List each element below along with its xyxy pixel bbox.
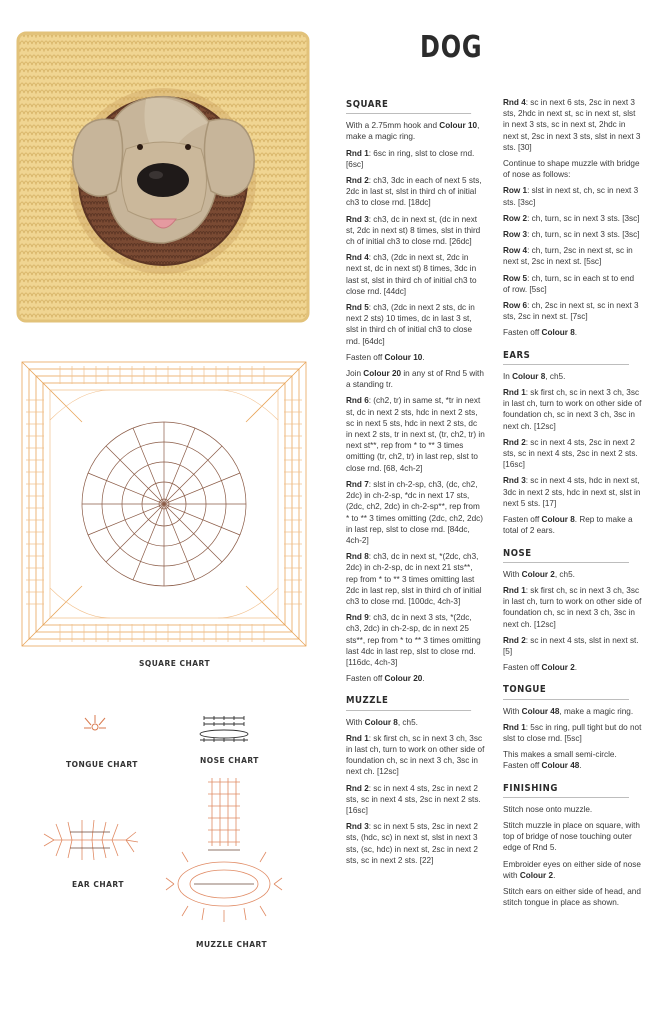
nose-heading: NOSE	[503, 548, 629, 563]
tongue-chart-diagram	[82, 712, 108, 738]
muzzle-continue: Continue to shape muzzle with bridge of nose as follows:	[503, 159, 640, 180]
instructions-column-2	[503, 97, 643, 913]
tongue-chart-caption: TONGUE CHART	[66, 760, 138, 769]
muzzle-row-3: Row 3: ch, turn, sc in next 3 sts. [3sc]	[503, 230, 640, 240]
square-join: Join Colour 20 in any st of Rnd 5 with a standing tr.	[346, 369, 484, 390]
page-title: DOG	[420, 30, 483, 65]
square-rnd-1: Rnd 1: 6sc in ring, slst to close rnd. [6sc]	[346, 148, 475, 169]
finishing-step-4: Stitch ears on either side of head, and stitch tongue in place as shown.	[503, 886, 641, 908]
finishing-step-3: Embroider eyes on either side of nose with Colour 2.	[503, 859, 641, 880]
tongue-intro: With Colour 48, make a magic ring.	[503, 706, 634, 716]
muzzle-intro: With Colour 8, ch5.	[346, 717, 418, 727]
muzzle-row-1: Row 1: slst in next st, ch, sc in next 3 sts. [3sc]	[503, 186, 639, 207]
square-rnd-2: Rnd 2: ch3, 3dc in each of next 5 sts, 2dc in last st, slst in third ch of initial ch3 to close rnd. [18dc]	[346, 176, 482, 208]
square-fasten-1: Fasten off Colour 10.	[346, 352, 425, 362]
ears-intro: In Colour 8, ch5.	[503, 371, 566, 381]
ears-rnd-3: Rnd 3: sc in next 4 sts, hdc in next st, 3dc in next 2 sts, hdc in next st, slst in next 5 sts. [17]	[503, 476, 641, 508]
square-rnd-9: Rnd 9: ch3, dc in next 3 sts, *(2dc, ch3, 2dc) in ch-2-sp, dc in next 25 sts**, rep from * to ** 3 times omitting last 4dc in last rep, slst to close rnd. [116dc, 4ch-3]	[346, 613, 481, 667]
muzzle-chart-diagram	[164, 772, 284, 932]
nose-chart-diagram	[194, 712, 252, 746]
finishing-step-2: Stitch muzzle in place on square, with top of bridge of nose touching outer edge of Rnd 5.	[503, 820, 640, 853]
ears-rnd-1: Rnd 1: sk first ch, sc in next 3 ch, 3sc in last ch, turn to work on other side of foundation ch, sc in next 3 ch, 3sc in next ch. [12sc]	[503, 388, 642, 431]
instructions-column-1	[346, 97, 485, 871]
tongue-rnd-1: Rnd 1: 5sc in ring, pull tight but do not slst to close rnd. [5sc]	[503, 722, 642, 743]
tongue-note-and-fasten: This makes a small semi-circle. Fasten off Colour 48.	[503, 750, 617, 771]
dog-square-photo	[16, 31, 310, 323]
muzzle-chart-caption: MUZZLE CHART	[196, 940, 268, 949]
ear-chart-diagram	[42, 810, 140, 872]
muzzle-row-2: Row 2: ch, turn, sc in next 3 sts. [3sc]	[503, 213, 640, 223]
square-chart-diagram	[20, 360, 308, 648]
square-rnd-7: Rnd 7: slst in ch-2-sp, ch3, (dc, ch2, 2dc) in ch-2-sp, *dc in next 17 sts, (2dc, ch2, 2dc) in ch-2-sp**, rep from * to ** 3 times omitting (2dc, ch2, 2dc) in last rep, slst to close rnd. [84dc, 4ch-2]	[346, 479, 483, 545]
ears-heading: EARS	[503, 350, 629, 365]
nose-rnd-1: Rnd 1: sk first ch, sc in next 3 ch, 3sc in last ch, turn to work on other side of foundation ch, sc in next 3 ch, 3sc in next ch. [12sc]	[503, 585, 642, 629]
muzzle-row-5: Row 5: ch, turn, sc in each st to end of row. [5sc]	[503, 273, 635, 294]
square-rnd-6: Rnd 6: (ch2, tr) in same st, *tr in next st, dc in next 2 sts, hdc in next 2 sts, sc in next 5 sts, hdc in next 2 sts, dc in next 2 sts, tr in next st, (tr, ch2, tr) in next st**, rep from * to ** 3 times omitting (tr, ch2, tr) in last rep, slst to close rnd. [68, 4ch-2]	[346, 396, 485, 473]
nose-fasten: Fasten off Colour 2.	[503, 663, 578, 673]
muzzle-rnd-4: Rnd 4: sc in next 6 sts, 2sc in next 3 sts, 2hdc in next st, sc in next st, slst in next 3 sts, sc in next st, 2hdc in next st, 2sc in next 3 sts, slst in next 3 sts. [30]	[503, 98, 641, 152]
square-chart-caption: SQUARE CHART	[139, 659, 211, 668]
nose-intro: With Colour 2, ch5.	[503, 569, 575, 579]
finishing-step-1: Stitch nose onto muzzle.	[503, 804, 593, 814]
square-rnd-3: Rnd 3: ch3, dc in next st, (dc in next st, 2dc in next st) 8 times, slst in third ch of initial ch3 to close rnd. [26dc]	[346, 214, 481, 247]
nose-rnd-2: Rnd 2: sc in next 4 sts, slst in next st. [5]	[503, 635, 639, 656]
tongue-heading: TONGUE	[503, 684, 629, 699]
square-heading: SQUARE	[346, 99, 471, 114]
muzzle-row-4: Row 4: ch, turn, 2sc in next st, sc in next st, 2sc in next st. [5sc]	[503, 246, 633, 267]
square-rnd-5: Rnd 5: ch3, (2dc in next 2 sts, dc in next 2 sts) 10 times, dc in last 3 st, slst in third ch of initial ch3 to close rnd. [64dc]	[346, 303, 475, 346]
ears-fasten: Fasten off Colour 8. Rep to make a total of 2 ears.	[503, 515, 633, 536]
nose-chart-caption: NOSE CHART	[200, 756, 259, 765]
square-fasten-2: Fasten off Colour 20.	[346, 674, 425, 684]
square-rnd-4: Rnd 4: ch3, (2dc in next st, 2dc in next st, dc in next st) 8 times, 3dc in last st, slst in third ch of initial ch3 to close rnd. [44dc]	[346, 253, 477, 296]
muzzle-rnd-1: Rnd 1: sk first ch, sc in next 3 ch, 3sc in last ch, turn to work on other side of foundation ch, sc in next 3 ch, 3sc in next ch. [12sc]	[346, 733, 485, 777]
muzzle-row-6: Row 6: ch, 2sc in next st, sc in next 3 sts, 2sc in next st. [7sc]	[503, 301, 639, 322]
finishing-heading: FINISHING	[503, 783, 629, 798]
muzzle-fasten: Fasten off Colour 8.	[503, 328, 578, 338]
ears-rnd-2: Rnd 2: sc in next 4 sts, 2sc in next 2 sts, sc in next 4 sts, 2sc in next 2 sts. [16sc]	[503, 437, 638, 470]
muzzle-rnd-3: Rnd 3: sc in next 5 sts, 2sc in next 2 sts, (hdc, sc) in next st, slst in next 3 sts, (sc, hdc) in next st, 2sc in next 2 sts, sc in next 2 sts. [22]	[346, 822, 478, 865]
muzzle-heading: MUZZLE	[346, 695, 471, 710]
ear-chart-caption: EAR CHART	[72, 880, 124, 889]
muzzle-rnd-2: Rnd 2: sc in next 4 sts, 2sc in next 2 sts, sc in next 4 sts, 2sc in next 2 sts. [16sc]	[346, 783, 481, 815]
square-rnd-8: Rnd 8: ch3, dc in next st, *(2dc, ch3, 2dc) in ch-2-sp, dc in next 21 sts**, rep from * to ** 3 times omitting last 2dc in last rep, slst in third ch of initial ch3 to close rnd. [100dc, 4ch-3]	[346, 552, 482, 606]
square-intro: With a 2.75mm hook and Colour 10, make a magic ring.	[346, 121, 480, 142]
